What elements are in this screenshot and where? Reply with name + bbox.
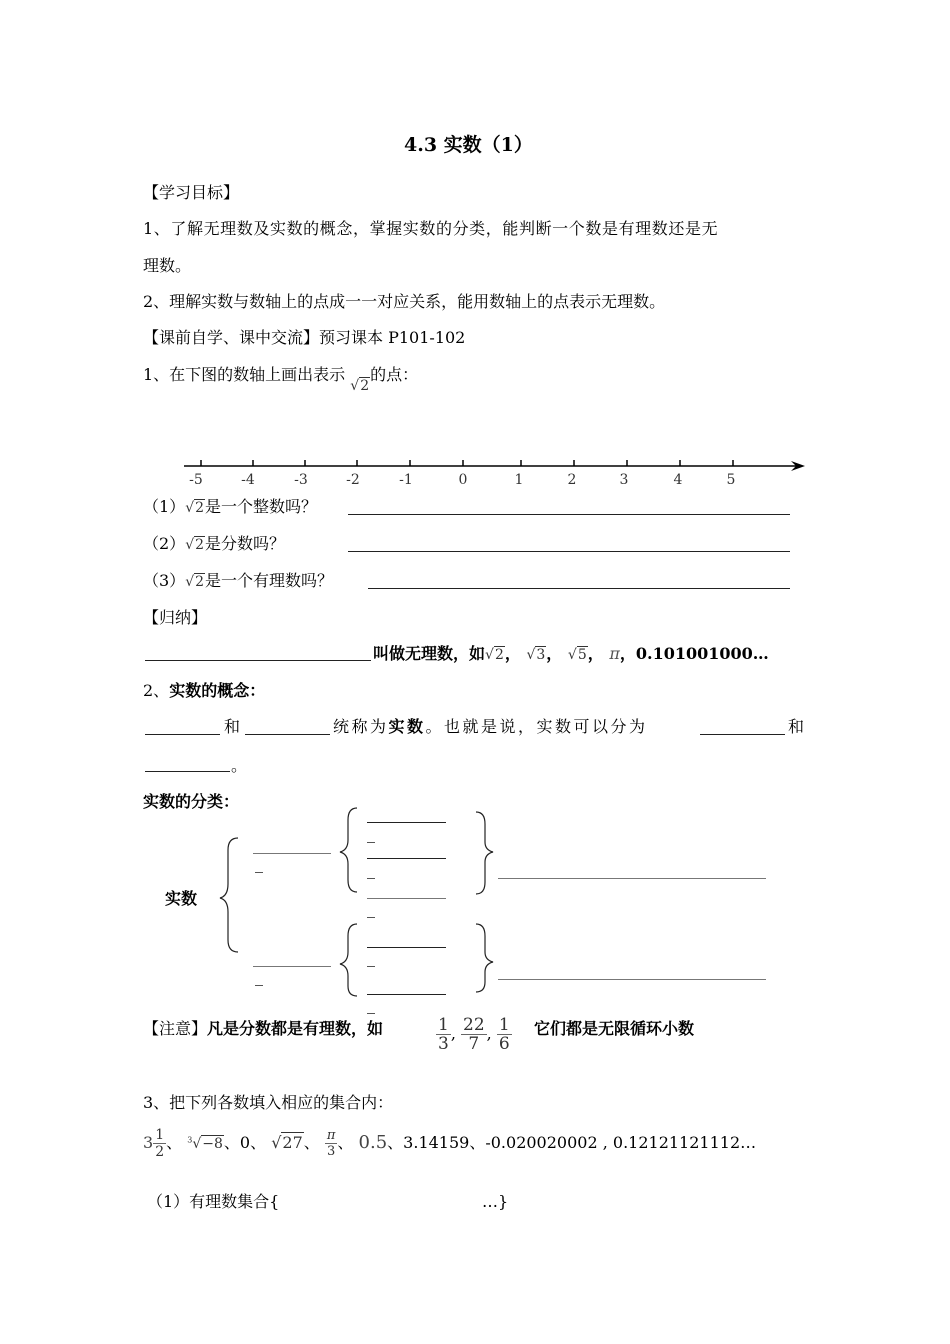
- sqrt-icon: √2: [185, 500, 205, 516]
- class-blank-rational[interactable]: [253, 853, 331, 854]
- answer-blank-1[interactable]: [348, 514, 790, 515]
- dash-mark: [255, 872, 263, 873]
- blank-q2-d[interactable]: [145, 771, 230, 772]
- q1-prompt: [143, 365, 419, 394]
- preview-line: [143, 328, 465, 348]
- tick-label: -5: [189, 472, 203, 488]
- preview-text: 预习课本 P101-102: [319, 328, 466, 347]
- objectives-heading: 【学习目标】: [143, 183, 240, 202]
- rational-set: （1）有理数集合{: [147, 1192, 280, 1211]
- class-blank-fraction[interactable]: [367, 858, 446, 859]
- fraction: $\frac{22}{7}$: [463, 1015, 485, 1054]
- class-blank-neg-irrational[interactable]: [367, 994, 446, 995]
- subquestion-1: （1）√2是一个整数吗？: [143, 497, 318, 516]
- class-blank-irrational[interactable]: [253, 966, 331, 967]
- objective-1: 1、了解无理数及实数的概念，掌握实数的分类，能判断一个数是有理数还是无: [143, 219, 719, 238]
- tick-label: 5: [726, 472, 736, 488]
- blank-q2-a[interactable]: [145, 734, 220, 735]
- sqrt-icon: √3: [526, 647, 546, 663]
- summary-text: 叫做无理数，如√2， √3， √5， π，0.101001000…: [373, 644, 769, 663]
- preview-heading: 【课前自学、课中交流】: [143, 328, 320, 347]
- dash-mark: [367, 878, 375, 879]
- tick-label: 1: [514, 472, 524, 488]
- tick-label: 3: [619, 472, 629, 488]
- fraction-list: $\frac{1}{3}$ , $\frac{22}{7}$ , $\frac{1}{6}$: [438, 1015, 510, 1054]
- q1-prompt-end: 的点：: [370, 365, 419, 384]
- classification-heading: 实数的分类：: [143, 792, 240, 811]
- dash-mark: [367, 966, 375, 967]
- class-blank-pos-irrational[interactable]: [367, 947, 446, 948]
- rational-set-end: …}: [482, 1192, 509, 1211]
- tick-label: 4: [673, 472, 683, 488]
- subquestion-3: （3）√2是一个有理数吗？: [143, 571, 334, 590]
- and-text: 和: [224, 717, 241, 736]
- pi-symbol: π: [609, 644, 620, 663]
- blank-q2-b[interactable]: [245, 734, 330, 735]
- q2-heading: 2、实数的概念：: [143, 681, 266, 700]
- dash-mark: [367, 842, 375, 843]
- note-heading: 【注意】: [143, 1019, 208, 1038]
- classification-braces: [0, 800, 950, 1020]
- fraction: $\frac{\pi}{3}$: [326, 1128, 336, 1159]
- sqrt-2-symbol: √2: [350, 378, 370, 394]
- note-tail: 它们都是无限循环小数: [534, 1019, 695, 1038]
- sqrt-icon: √27: [271, 1133, 303, 1152]
- answer-blank-2[interactable]: [348, 551, 790, 552]
- tick-label: -4: [241, 472, 255, 488]
- note-text: 凡是分数都是有理数，如: [207, 1019, 384, 1038]
- q3-numbers: 3 $\frac{1}{2}$ 、 $^3$√−8、0、 √27、 $\frac{\pi}{3}$ 、 0.5、3.14159、-0.020020002 , 0.12121121112…: [143, 1127, 757, 1160]
- tick-label: -3: [294, 472, 308, 488]
- dash-mark: [255, 985, 263, 986]
- q2-sentence: 统称为实数。也就是说，实数可以分为: [333, 717, 648, 736]
- q3-prompt: 3、把下列各数填入相应的集合内：: [143, 1093, 394, 1112]
- objective-2: 2、理解实数与数轴上的点成一一对应关系，能用数轴上的点表示无理数。: [143, 292, 666, 311]
- rational-set-input[interactable]: [300, 1190, 478, 1212]
- answer-blank-3[interactable]: [368, 588, 790, 589]
- dash-mark: [367, 1013, 375, 1014]
- cube-root-icon: $^3$√−8: [187, 1135, 223, 1152]
- dash-mark: [367, 917, 375, 918]
- subquestion-2: （2）√2是分数吗？: [143, 534, 286, 553]
- period: 。: [231, 756, 248, 775]
- tick-label: 0: [458, 472, 468, 488]
- sqrt-icon: √5: [567, 647, 587, 663]
- objective-1-cont: 理数。: [143, 256, 192, 275]
- page-title: 4.3 实数（1）: [404, 134, 533, 156]
- number-line: [0, 455, 950, 485]
- class-blank-irrational-desc[interactable]: [498, 979, 766, 980]
- blank-q2-c[interactable]: [700, 734, 785, 735]
- tick-label: -2: [346, 472, 360, 488]
- fraction: $\frac{1}{6}$: [498, 1015, 510, 1054]
- summary-blank[interactable]: [145, 660, 371, 661]
- summary-heading: 【归纳】: [143, 608, 208, 627]
- q1-prompt-text: 1、在下图的数轴上画出表示: [143, 365, 346, 384]
- fraction: $\frac{1}{2}$: [155, 1127, 165, 1160]
- class-blank-3[interactable]: [367, 898, 446, 899]
- note-line: [143, 1019, 383, 1039]
- sqrt-icon: √2: [485, 647, 504, 663]
- fraction: $\frac{1}{3}$: [438, 1015, 449, 1054]
- classification-root: 实数: [165, 889, 198, 908]
- and-text-2: 和: [788, 717, 805, 736]
- sqrt-icon: √2: [185, 574, 205, 590]
- class-blank-rational-desc[interactable]: [498, 878, 766, 879]
- tick-label: 2: [567, 472, 577, 488]
- tick-label: -1: [399, 472, 413, 488]
- class-blank-integer[interactable]: [367, 822, 446, 823]
- sqrt-icon: √2: [185, 537, 205, 553]
